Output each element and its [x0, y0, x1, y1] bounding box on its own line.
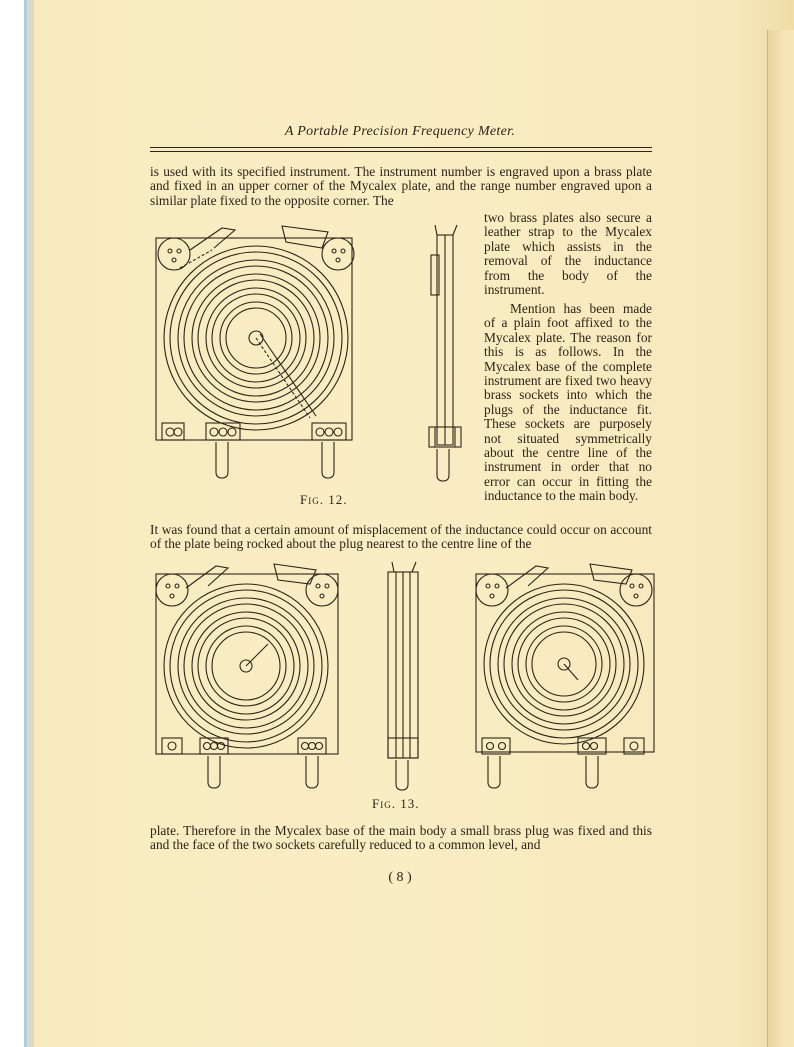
running-head: A Portable Precision Frequency Meter. [284, 124, 516, 139]
facing-page-edge [767, 30, 794, 1047]
fig12-caption-text: Fig. 12. [300, 492, 348, 507]
header-rule-thick [150, 147, 652, 148]
fig13-front-view-right [470, 562, 665, 792]
fig12-side-view [425, 225, 465, 485]
fig13-caption [372, 796, 419, 812]
fig12-front-view [150, 220, 360, 490]
fig13-front-view-left [150, 562, 350, 792]
column-text-1: two brass plates also secure a leather strap to the Mycalex plate which assists in the removal of the inductance from the body of the instrument. [484, 210, 652, 298]
fig12-caption [300, 492, 347, 508]
paragraph-bottom: plate. Therefore in the Mycalex base of the main body a small brass plug was fixed and this and the face of the two sockets carefully reduced to a common level, and [150, 823, 652, 853]
fig13-side-view [380, 562, 430, 792]
header-rule-thin [150, 151, 652, 152]
left-margin-edge [0, 0, 34, 1047]
paragraph-mid: It was found that a certain amount of misplacement of the inductance could occur on account of the plate being rocked about the plug nearest to the centre line of the [150, 522, 652, 552]
page-number: ( 8 ) [388, 870, 412, 885]
column-text-2: Mention has been made of a plain foot affixed to the Mycalex plate. The reason for this is as follows. In the Mycalex base of the complete instrument are fixed two heavy brass sockets into which the plugs of the inductance fit. These sockets are purposely not situated symmetrically about the centre line of the instrument in order that no error can occur in fitting the inductance to the main body. [484, 301, 652, 504]
fig13-caption-text: Fig. 13. [372, 796, 420, 811]
paragraph-top: is used with its specified instrument. The instrument number is engraved upon a brass plate and fixed in an upper corner of the Mycalex plate, and the range number engraved upon a similar plate fixed to the opposite corner. The [150, 164, 652, 208]
